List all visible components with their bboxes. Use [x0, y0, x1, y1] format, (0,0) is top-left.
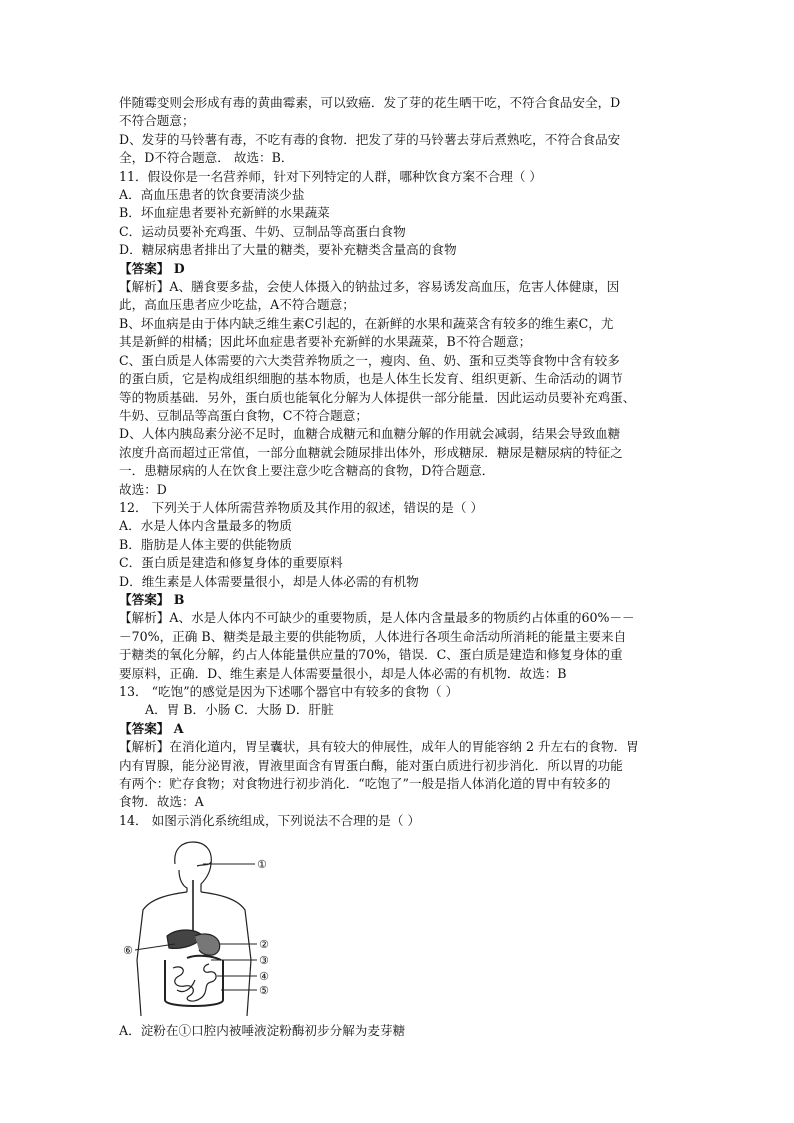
text-line: 伴随霉变则会形成有毒的黄曲霉素，可以致癌．发了芽的花生晒干吃，不符合食品安全，D: [119, 95, 621, 110]
figure-label-6: ⑥: [123, 944, 133, 958]
option-a: A．水是人体内含量最多的物质: [119, 518, 292, 534]
explanation-line: 食物．故选：A: [119, 794, 204, 810]
explanation-line: 【解析】在消化道内，胃呈囊状，具有较大的伸展性，成年人的胃能容纳 2 升左右的食物．胃: [119, 739, 639, 755]
text-line: D、发芽的马铃薯有毒，不吃有毒的食物．把发了芽的马铃薯去芽后煮熟吃，不符合食品安: [119, 131, 621, 147]
text-line: 全，D不符合题意． 故选：B．: [119, 150, 294, 166]
figure-label-4: ④: [259, 970, 269, 984]
question-13: 13． “吃饱”的感觉是因为下述哪个器官中有较多的食物（ ）: [119, 684, 459, 699]
explanation-line: 等的物质基础．另外，蛋白质也能氧化分解为人体提供一部分能量．因此运动员要补充鸡蛋、: [119, 389, 636, 405]
explanation-line: C、蛋白质是人体需要的六大类营养物质之一，瘦肉、鱼、奶、蛋和豆类等食物中含有较多: [119, 352, 620, 368]
digestive-system-diagram: [123, 840, 275, 1016]
options-row: A．胃 B．小肠 C．大肠 D．肝脏: [145, 702, 334, 718]
explanation-line: 牛奶、豆制品等高蛋白食物，C不符合题意；: [119, 407, 368, 423]
explanation-line: 的蛋白质，它是构成组织细胞的基本物质，也是人体生长发育、组织更新、生命活动的调节: [119, 371, 623, 387]
explanation-line: 浓度升高而超过正常值，一部分血糖就会随尿排出体外，形成糖尿．糖尿是糖尿病的特征之: [119, 444, 623, 460]
figure-label-1: ①: [257, 858, 267, 872]
explanation-line: B、坏血病是由于体内缺乏维生素C引起的，在新鲜的水果和蔬菜含有较多的维生素C，尤: [119, 315, 614, 331]
answer-13: 【答案】 A: [119, 720, 184, 736]
explanation-line: 有两个：贮存食物；对食物进行初步消化．“吃饱了”一般是指人体消化道的胃中有较多的: [119, 776, 611, 792]
explanation-line: D、人体内胰岛素分泌不足时，血糖合成糖元和血糖分解的作用就会减弱，结果会导致血糖: [119, 426, 621, 442]
answer-11: 【答案】 D: [119, 260, 185, 276]
explanation-line: 一．患糖尿病的人在饮食上要注意少吃含糖高的食物，D符合题意．: [119, 463, 495, 479]
figure-label-5: ⑤: [259, 984, 269, 998]
explanation-line: 【解析】A、水是人体内不可缺少的重要物质，是人体内含量最多的物质约占体重的60%－－: [119, 610, 635, 626]
explanation-line: 其是新鲜的柑橘；因此坏血症患者要补充新鲜的水果蔬菜，B不符合题意；: [119, 334, 532, 350]
document-body: [119, 94, 679, 1041]
digestive-system-figure: [123, 840, 275, 1016]
explanation-line: 要原料，正确．D、维生素是人体需要量很小，却是人体必需的有机物．故选：B: [119, 665, 567, 681]
text-line: 不符合题意；: [119, 113, 195, 129]
option-d: D．糖尿病患者排出了大量的糖类，要补充糖类含量高的食物: [119, 242, 457, 258]
explanation-line: 于糖类的氧化分解，约占人体能量供应量的70%，错误．C、蛋白质是建造和修复身体的重: [119, 647, 623, 663]
question-11: 11．假设你是一名营养师，针对下列特定的人群，哪种饮食方案不合理（ ）: [119, 168, 543, 184]
option-b: B．坏血症患者要补充新鲜的水果蔬菜: [119, 205, 330, 221]
explanation-line: 【解析】A、膳食要多盐，会使人体摄入的钠盐过多，容易诱发高血压，危害人体健康，因: [119, 279, 620, 295]
option-c: C．蛋白质是建造和修复身体的重要原料: [119, 555, 343, 571]
explanation-line: 此，高血压患者应少吃盐，A不符合题意；: [119, 297, 355, 313]
question-12: 12． 下列关于人体所需营养物质及其作用的叙述，错误的是（ ）: [119, 499, 484, 515]
option-b: B．脂肪是人体主要的供能物质: [119, 536, 292, 552]
answer-12: 【答案】 B: [119, 591, 185, 607]
explanation-line: 内有胃腺，能分泌胃液，胃液里面含有胃蛋白酶，能对蛋白质进行初步消化．所以胃的功能: [119, 757, 623, 773]
question-14: 14． 如图示消化系统组成，下列说法不合理的是（ ）: [119, 812, 421, 828]
explanation-line: －70%，正确 B、糖类是最主要的供能物质，人体进行各项生命活动所消耗的能量主要来自: [119, 628, 627, 644]
option-a: A．高血压患者的饮食要清淡少盐: [119, 187, 305, 203]
option-d: D．维生素是人体需要量很小，却是人体必需的有机物: [119, 573, 419, 589]
explanation-line: 故选：D: [119, 481, 167, 497]
figure-label-2: ②: [259, 938, 269, 952]
option-c: C．运动员要补充鸡蛋、牛奶、豆制品等高蛋白食物: [119, 223, 406, 239]
option-a: A．淀粉在①口腔内被唾液淀粉酶初步分解为麦芽糖: [119, 1023, 406, 1039]
figure-label-3: ③: [259, 954, 269, 968]
